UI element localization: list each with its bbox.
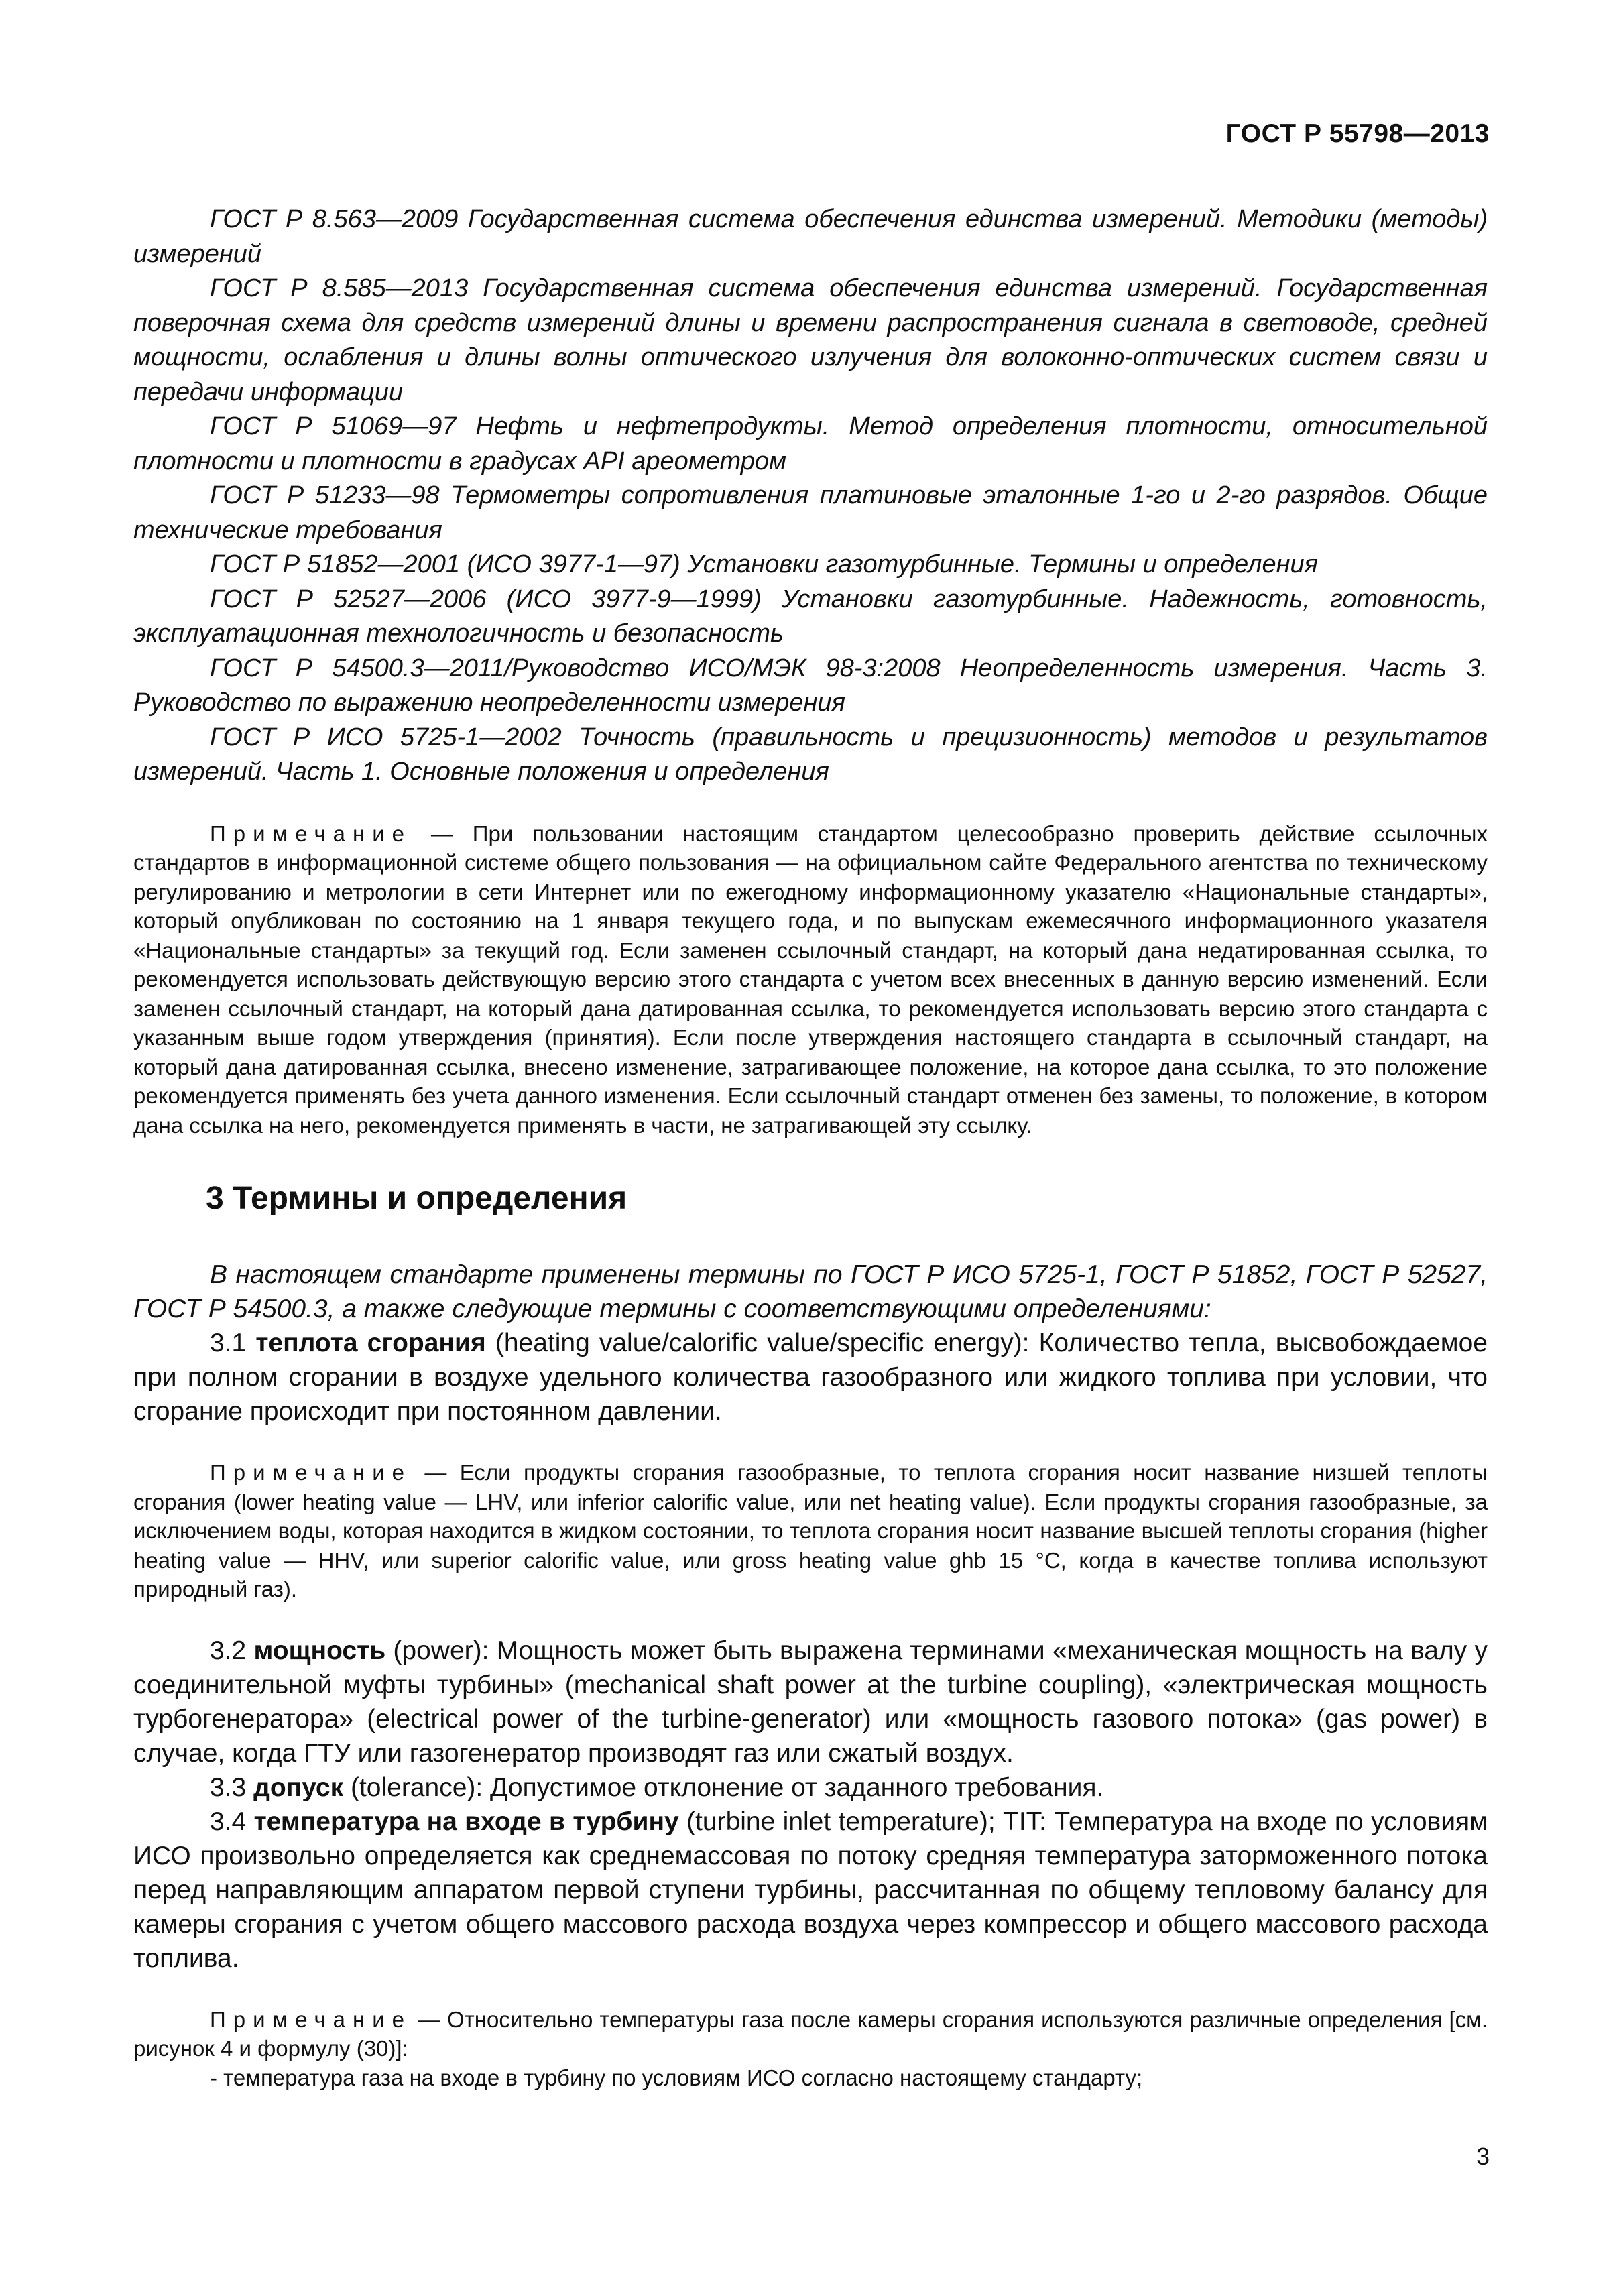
list-item: - температура газа на входе в турбину по условиям ИСО согласно настоящему стандарту; [210,2065,1143,2090]
page-content [133,202,1488,2092]
reference-item: ГОСТ Р 51852—2001 (ИСО 3977-1—97) Установки газотурбинные. Термины и определения [210,550,1318,579]
reference-item: ГОСТ Р 54500.3—2011/Руководство ИСО/МЭК 98-3:2008 Неопределенность измерения. Часть 3. Руководство по выражению неопределенности измерения [133,654,1488,717]
section-intro: В настоящем стандарте применены термины по ГОСТ Р ИСО 5725-1, ГОСТ Р 51852, ГОСТ Р 52527, ГОСТ Р 54500.3, а также следующие термины с соответствующими определениями: [133,1260,1488,1323]
note-references [133,819,1488,1140]
page-number: 3 [1476,2142,1490,2170]
reference-item: ГОСТ Р 8.585—2013 Государственная система обеспечения единства измерений. Государственная поверочная схема для средств измерений длины и времени распространения сигнала в световоде, средней мощности, ослабления и длины волны оптического излучения для волоконно-оптических систем связи и передачи информации [133,274,1488,406]
term-definition: (power): Мощность может быть выражена терминами «механическая мощность на валу у соединительной муфты турбины» (mechanical shaft power at the turbine coupling), «электрическая мощность турбогенератора» (electrical power of the turbine-generator) или «мощность газового потока» (gas power) в случае, когда ГТУ или газогенератор производят газ или сжатый воздух. [133,1636,1488,1768]
term-name: температура на входе в турбину [253,1807,679,1836]
note-heating-value [133,1458,1488,1604]
term-number: 3.1 [210,1329,247,1357]
term-definition: (tolerance): Допустимое отклонение от заданного требования. [350,1772,1104,1802]
term-3-1 [133,1326,1488,1429]
section-title: 3 Термины и определения [206,1181,627,1216]
term-3-4 [133,1805,1488,1976]
note-label: Примечание [210,821,412,846]
note-text: — Относительно температуры газа после камеры сгорания используются различные определения [см. рисунок 4 и формулу (30)]: [133,2006,1488,2061]
note-text: — Если продукты сгорания газообразные, то теплота сгорания носит название низшей теплоты сгорания (lower heating value — LHV, или inferior calorific value, или net heating value). Если продукты сгорания газообразные, за исключением воды, которая находится в жидком состоянии, то теплота сгорания носит название высшей теплоты сгорания (higher heating value — HHV, или superior calorific value, или gross heating value ghb 15 °C, когда в качестве топлива используют природный газ). [133,1460,1488,1602]
reference-item: ГОСТ Р 52527—2006 (ИСО 3977-9—1999) Установки газотурбинные. Надежность, готовность, эксплуатационная технологичность и безопасность [133,585,1488,648]
reference-item: ГОСТ Р 8.563—2009 Государственная система обеспечения единства измерений. Методики (методы) измерений [133,205,1488,268]
document-header: ГОСТ Р 55798—2013 [1225,119,1490,148]
reference-item: ГОСТ Р 51069—97 Нефть и нефтепродукты. Метод определения плотности, относительной плотности и плотности в градусах API ареометром [133,412,1488,475]
term-number: 3.2 [210,1636,247,1665]
note-gas-temperature [133,2005,1488,2063]
references-list [133,202,1488,790]
term-number: 3.3 [210,1772,247,1802]
term-definition: (turbine inlet temperature); TIT: Температура на входе по условиям ИСО произвольно определяется как среднемассовая по потоку средняя температура заторможенного потока перед направляющим аппаратом первой ступени турбины, рассчитанная по общему тепловому балансу для камеры сгорания с учетом общего массового расхода воздуха через компрессор и общего массового расхода топлива. [133,1807,1488,1973]
note-label: Примечание [210,1460,412,1485]
note-text: — При пользовании настоящим стандартом целесообразно проверить действие ссылочных стандартов в информационной системе общего пользования — на официальном сайте Федерального агентства по техническому регулированию и метрологии в сети Интернет или по ежегодному информационному указателю «Национальные стандарты», который опубликован по состоянию на 1 января текущего года, и по выпускам ежемесячного информационного указателя «Национальные стандарты» за текущий год. Если заменен ссылочный стандарт, на который дана недатированная ссылка, то рекомендуется использовать действующую версию этого стандарта с учетом всех внесенных в данную версию изменений. Если заменен ссылочный стандарт, на который дана датированная ссылка, то рекомендуется использовать версию этого стандарта с указанным выше годом утверждения (принятия). Если после утверждения настоящего стандарта в ссылочный стандарт, на который дана датированная ссылка, внесено изменение, затрагивающее положение, на которое дана ссылка, то это положение рекомендуется применять без учета данного изменения. Если ссылочный стандарт отменен без замены, то положение, в котором дана ссылка на него, рекомендуется применять в части, не затрагивающей эту ссылку. [133,821,1488,1138]
term-name: теплота сгорания [255,1329,486,1357]
reference-item: ГОСТ Р 51233—98 Термометры сопротивления платиновые эталонные 1-го и 2-го разрядов. Общие технические требования [133,481,1488,544]
reference-item: ГОСТ Р ИСО 5725-1—2002 Точность (правильность и прецизионность) методов и результатов измерений. Часть 1. Основные положения и определения [133,723,1488,786]
term-number: 3.4 [210,1807,247,1836]
note-label: Примечание [210,2006,412,2032]
term-name: допуск [253,1772,344,1802]
term-definition: (heating value/calorific value/specific energy): Количество тепла, высвобождаемое при полном сгорании в воздухе удельного количества газообразного или жидкого топлива при условии, что сгорание происходит при постоянном давлении. [133,1329,1488,1426]
term-name: мощность [253,1636,386,1665]
term-3-3 [133,1770,1488,1805]
term-3-2 [133,1634,1488,1770]
